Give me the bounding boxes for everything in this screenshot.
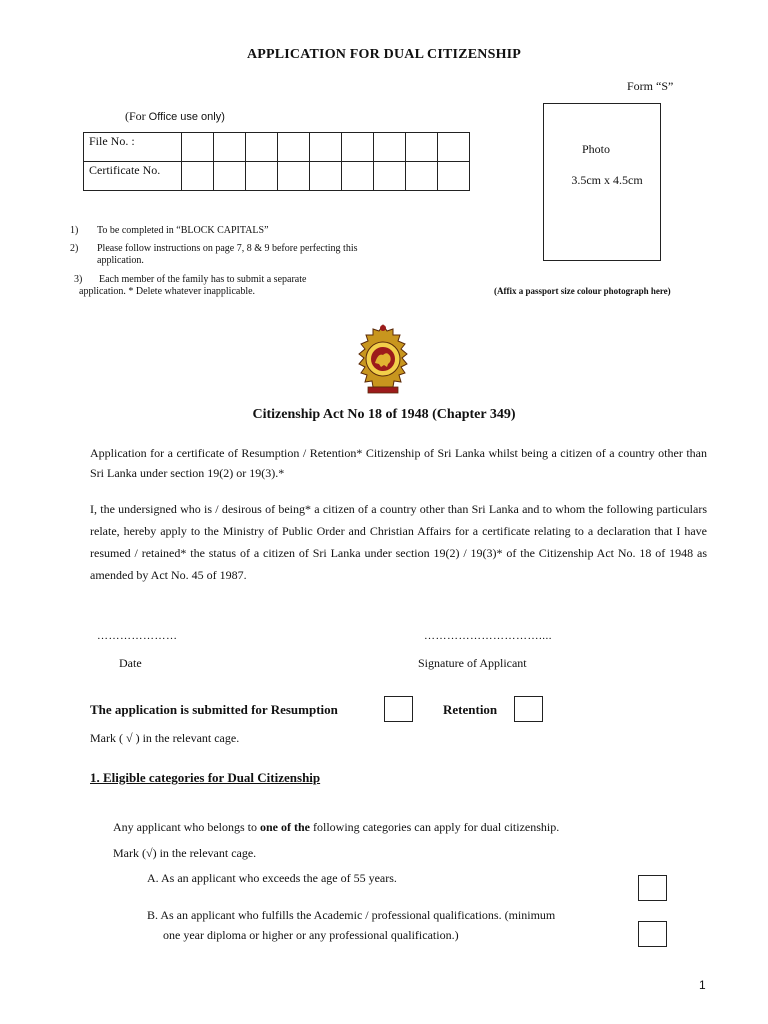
form-title: APPLICATION FOR DUAL CITIZENSHIP — [246, 47, 522, 62]
instruction-number: 2) — [70, 243, 79, 254]
date-dots[interactable]: ………………… — [97, 630, 178, 642]
file-no-cell[interactable] — [246, 133, 278, 162]
file-no-cell[interactable] — [214, 133, 246, 162]
certificate-no-label: Certificate No. — [84, 162, 182, 191]
certificate-no-cell[interactable] — [246, 162, 278, 191]
date-label: Date — [119, 656, 142, 670]
section-mark-instruction: Mark (√) in the relevant cage. — [113, 846, 257, 860]
mark-suffix: ) in the relevant cage. — [135, 731, 240, 745]
paragraph-declaration: I, the undersigned who is / desirous of being* a citizen of a country other than Sri Lanka and to whom the following particulars relate, hereby apply to the Ministry of Public Order and Christian Affairs for a certificate relating to a declaration that I have resumed / retained* the status of a citizen of Sri Lanka under section 19(2) / 19(3)* of the Citizenship Act No. 18 of 1948 as amended by Act No. 45 of 1987. — [90, 502, 707, 582]
intro-text: following categories can apply for dual citizenship. — [312, 820, 560, 834]
paragraph-application: Application for a certificate of Resumption / Retention* Citizenship of Sri Lanka whilst being a citizen of a country other than Sri Lanka under section 19(2) or 19(3).* — [90, 446, 707, 480]
instruction-continuation: application. * Delete whatever inapplicable. — [79, 286, 256, 297]
file-no-cell[interactable] — [182, 133, 214, 162]
photo-label: Photo — [581, 142, 610, 156]
checkmark-symbol: √ — [126, 731, 133, 745]
certificate-no-cell[interactable] — [342, 162, 374, 191]
category-b-checkbox[interactable] — [638, 921, 667, 947]
retention-label: Retention — [443, 702, 498, 717]
certificate-no-cell[interactable] — [214, 162, 246, 191]
instruction-text: Each member of the family has to submit a separate — [99, 274, 307, 285]
certificate-no-cell[interactable] — [310, 162, 342, 191]
instruction-number: 3) — [74, 274, 83, 285]
file-no-cell[interactable] — [374, 133, 406, 162]
file-no-cell[interactable] — [342, 133, 374, 162]
instruction-number: 1) — [70, 225, 79, 236]
submission-label: The application is submitted for Resumption — [90, 702, 338, 717]
instruction-continuation: application. — [97, 255, 144, 266]
intro-text: Any applicant who belongs to — [113, 820, 257, 834]
table-row — [84, 162, 470, 191]
instruction-item — [70, 225, 269, 237]
instruction-item — [74, 274, 306, 298]
mark-instruction — [90, 731, 239, 746]
office-use-caption — [125, 109, 225, 124]
office-use-prefix: (For — [125, 109, 146, 123]
signature-label: Signature of Applicant — [418, 656, 527, 670]
instruction-text: Please follow instructions on page 7, 8 & 9 before perfecting this — [97, 243, 358, 254]
category-b-text: B. As an applicant who fulfills the Academic / professional qualifications. (minimum — [147, 908, 556, 922]
file-no-cell[interactable] — [406, 133, 438, 162]
section-heading: 1. Eligible categories for Dual Citizenship — [90, 770, 321, 785]
form-label: Form “S” — [627, 79, 674, 93]
file-no-label: File No. : — [84, 133, 182, 162]
certificate-no-cell[interactable] — [182, 162, 214, 191]
certificate-no-cell[interactable] — [374, 162, 406, 191]
section-intro — [113, 820, 559, 835]
sri-lanka-emblem — [354, 323, 412, 396]
photo-size: 3.5cm x 4.5cm — [571, 173, 643, 187]
retention-checkbox[interactable] — [514, 696, 543, 722]
certificate-no-cell[interactable] — [406, 162, 438, 191]
instruction-item — [70, 243, 358, 267]
office-use-label: Office use only) — [148, 111, 225, 123]
resumption-checkbox[interactable] — [384, 696, 413, 722]
intro-emphasis: one of the — [259, 820, 310, 834]
certificate-no-cell[interactable] — [438, 162, 470, 191]
file-no-cell[interactable] — [310, 133, 342, 162]
certificate-no-cell[interactable] — [278, 162, 310, 191]
table-row — [84, 133, 470, 162]
act-title: Citizenship Act No 18 of 1948 (Chapter 349) — [252, 407, 516, 422]
mark-prefix: Mark ( — [90, 731, 123, 745]
photo-affix-note: (Affix a passport size colour photograph here) — [494, 286, 671, 296]
file-no-cell[interactable] — [278, 133, 310, 162]
instruction-text: To be completed in “BLOCK CAPITALS” — [97, 225, 269, 236]
page-number: 1 — [699, 978, 706, 992]
file-no-cell[interactable] — [438, 133, 470, 162]
office-use-table — [83, 132, 470, 191]
signature-dots[interactable]: ………………………….... — [424, 630, 552, 642]
category-b-continuation: one year diploma or higher or any professional qualification.) — [163, 928, 459, 942]
category-a-checkbox[interactable] — [638, 875, 667, 901]
category-a-text: A. As an applicant who exceeds the age of 55 years. — [147, 871, 397, 885]
